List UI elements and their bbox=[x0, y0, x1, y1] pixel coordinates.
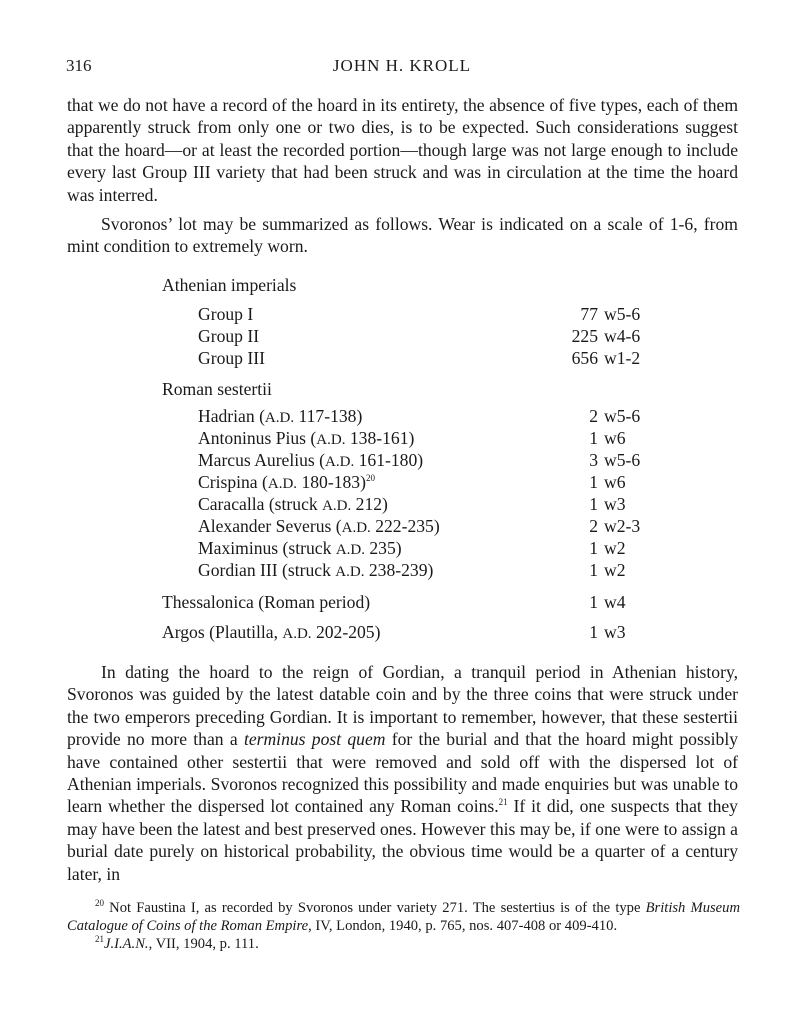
footnote-ref-20: 20 bbox=[365, 473, 375, 484]
table-row: Antoninus Pius (A.D. 138-161) 1 w6 bbox=[198, 428, 626, 448]
page-header bbox=[66, 56, 738, 80]
paragraph-1: that we do not have a record of the hoard in its entirety, the absence of five types, each of them apparently struck from only one or two dies, is to be expected. Such considerations suggest that the hoard—or at least the recorded portion—though large was not large enough to include every last Group III variety that had been struck and was in circulation at the time the hoard was interred. bbox=[67, 95, 738, 205]
table-row: Group III 656 w1-2 bbox=[198, 348, 641, 368]
footnote-20: $^{20}$ Not Faustina I, as recorded by Svoronos under variety 271. The sestertius is of the type British Museum Catalogue of Coins of the Roman Empire, IV, London, 1940, p. 765, nos. 407-408 or 409-410. bbox=[67, 898, 740, 934]
running-head: JOHN H. KROLL bbox=[332, 56, 472, 75]
table-row: Crispina (A.D. 180-183)$^{20}$ 1 w6 bbox=[198, 472, 626, 492]
footnotes bbox=[67, 899, 740, 953]
table-row: Argos (Plautilla, A.D. 202-205) 1 w3 bbox=[162, 622, 626, 642]
page-number: 316 bbox=[66, 56, 92, 75]
paragraph-3: In dating the hoard to the reign of Gordian, a tranquil period in Athenian history, Svoronos was guided by the latest datable coin and by the three coins that were struck under the two emperors preceding Gordian. It is important to remember, however, that these sestertii provide no more than a terminus post quem for the burial and that the hoard might possibly have contained other sestertii that were removed and sold off with the dispersed lot of Athenian imperials. Svoronos recognized this possibility and made enquiries but was unable to learn whether the dispersed lot contained any Roman coins.$^{21}$ If it did, one suspects that they may have been the latest and best preserved ones. However this may be, if one were to assign a burial date purely on historical probability, the obvious time would be a quarter of a century later, in bbox=[67, 662, 739, 884]
table-row: Gordian III (struck A.D. 238-239) 1 w2 bbox=[198, 560, 626, 580]
table-row: Maximinus (struck A.D. 235) 1 w2 bbox=[198, 538, 626, 558]
table-row: Group I 77 w5-6 bbox=[198, 304, 641, 324]
table-row: Group II 225 w4-6 bbox=[198, 326, 641, 346]
table-heading: Athenian imperials bbox=[162, 275, 297, 295]
table-row: Thessalonica (Roman period) 1 w4 bbox=[162, 592, 626, 612]
table-heading: Roman sestertii bbox=[162, 379, 272, 399]
table-row: Hadrian (A.D. 117-138) 2 w5-6 bbox=[198, 406, 641, 426]
table-row: Marcus Aurelius (A.D. 161-180) 3 w5-6 bbox=[198, 450, 641, 470]
paragraph-2: Svoronos’ lot may be summarized as follows. Wear is indicated on a scale of 1-6, from mint condition to extremely worn. bbox=[67, 214, 738, 257]
table-row: Caracalla (struck A.D. 212) 1 w3 bbox=[198, 494, 626, 514]
table-row: Alexander Severus (A.D. 222-235) 2 w2-3 bbox=[198, 516, 641, 536]
footnote-21: $^{21}$J.I.A.N., VII, 1904, p. 111. bbox=[95, 934, 259, 952]
footnote-ref-21: 21 bbox=[498, 797, 508, 808]
